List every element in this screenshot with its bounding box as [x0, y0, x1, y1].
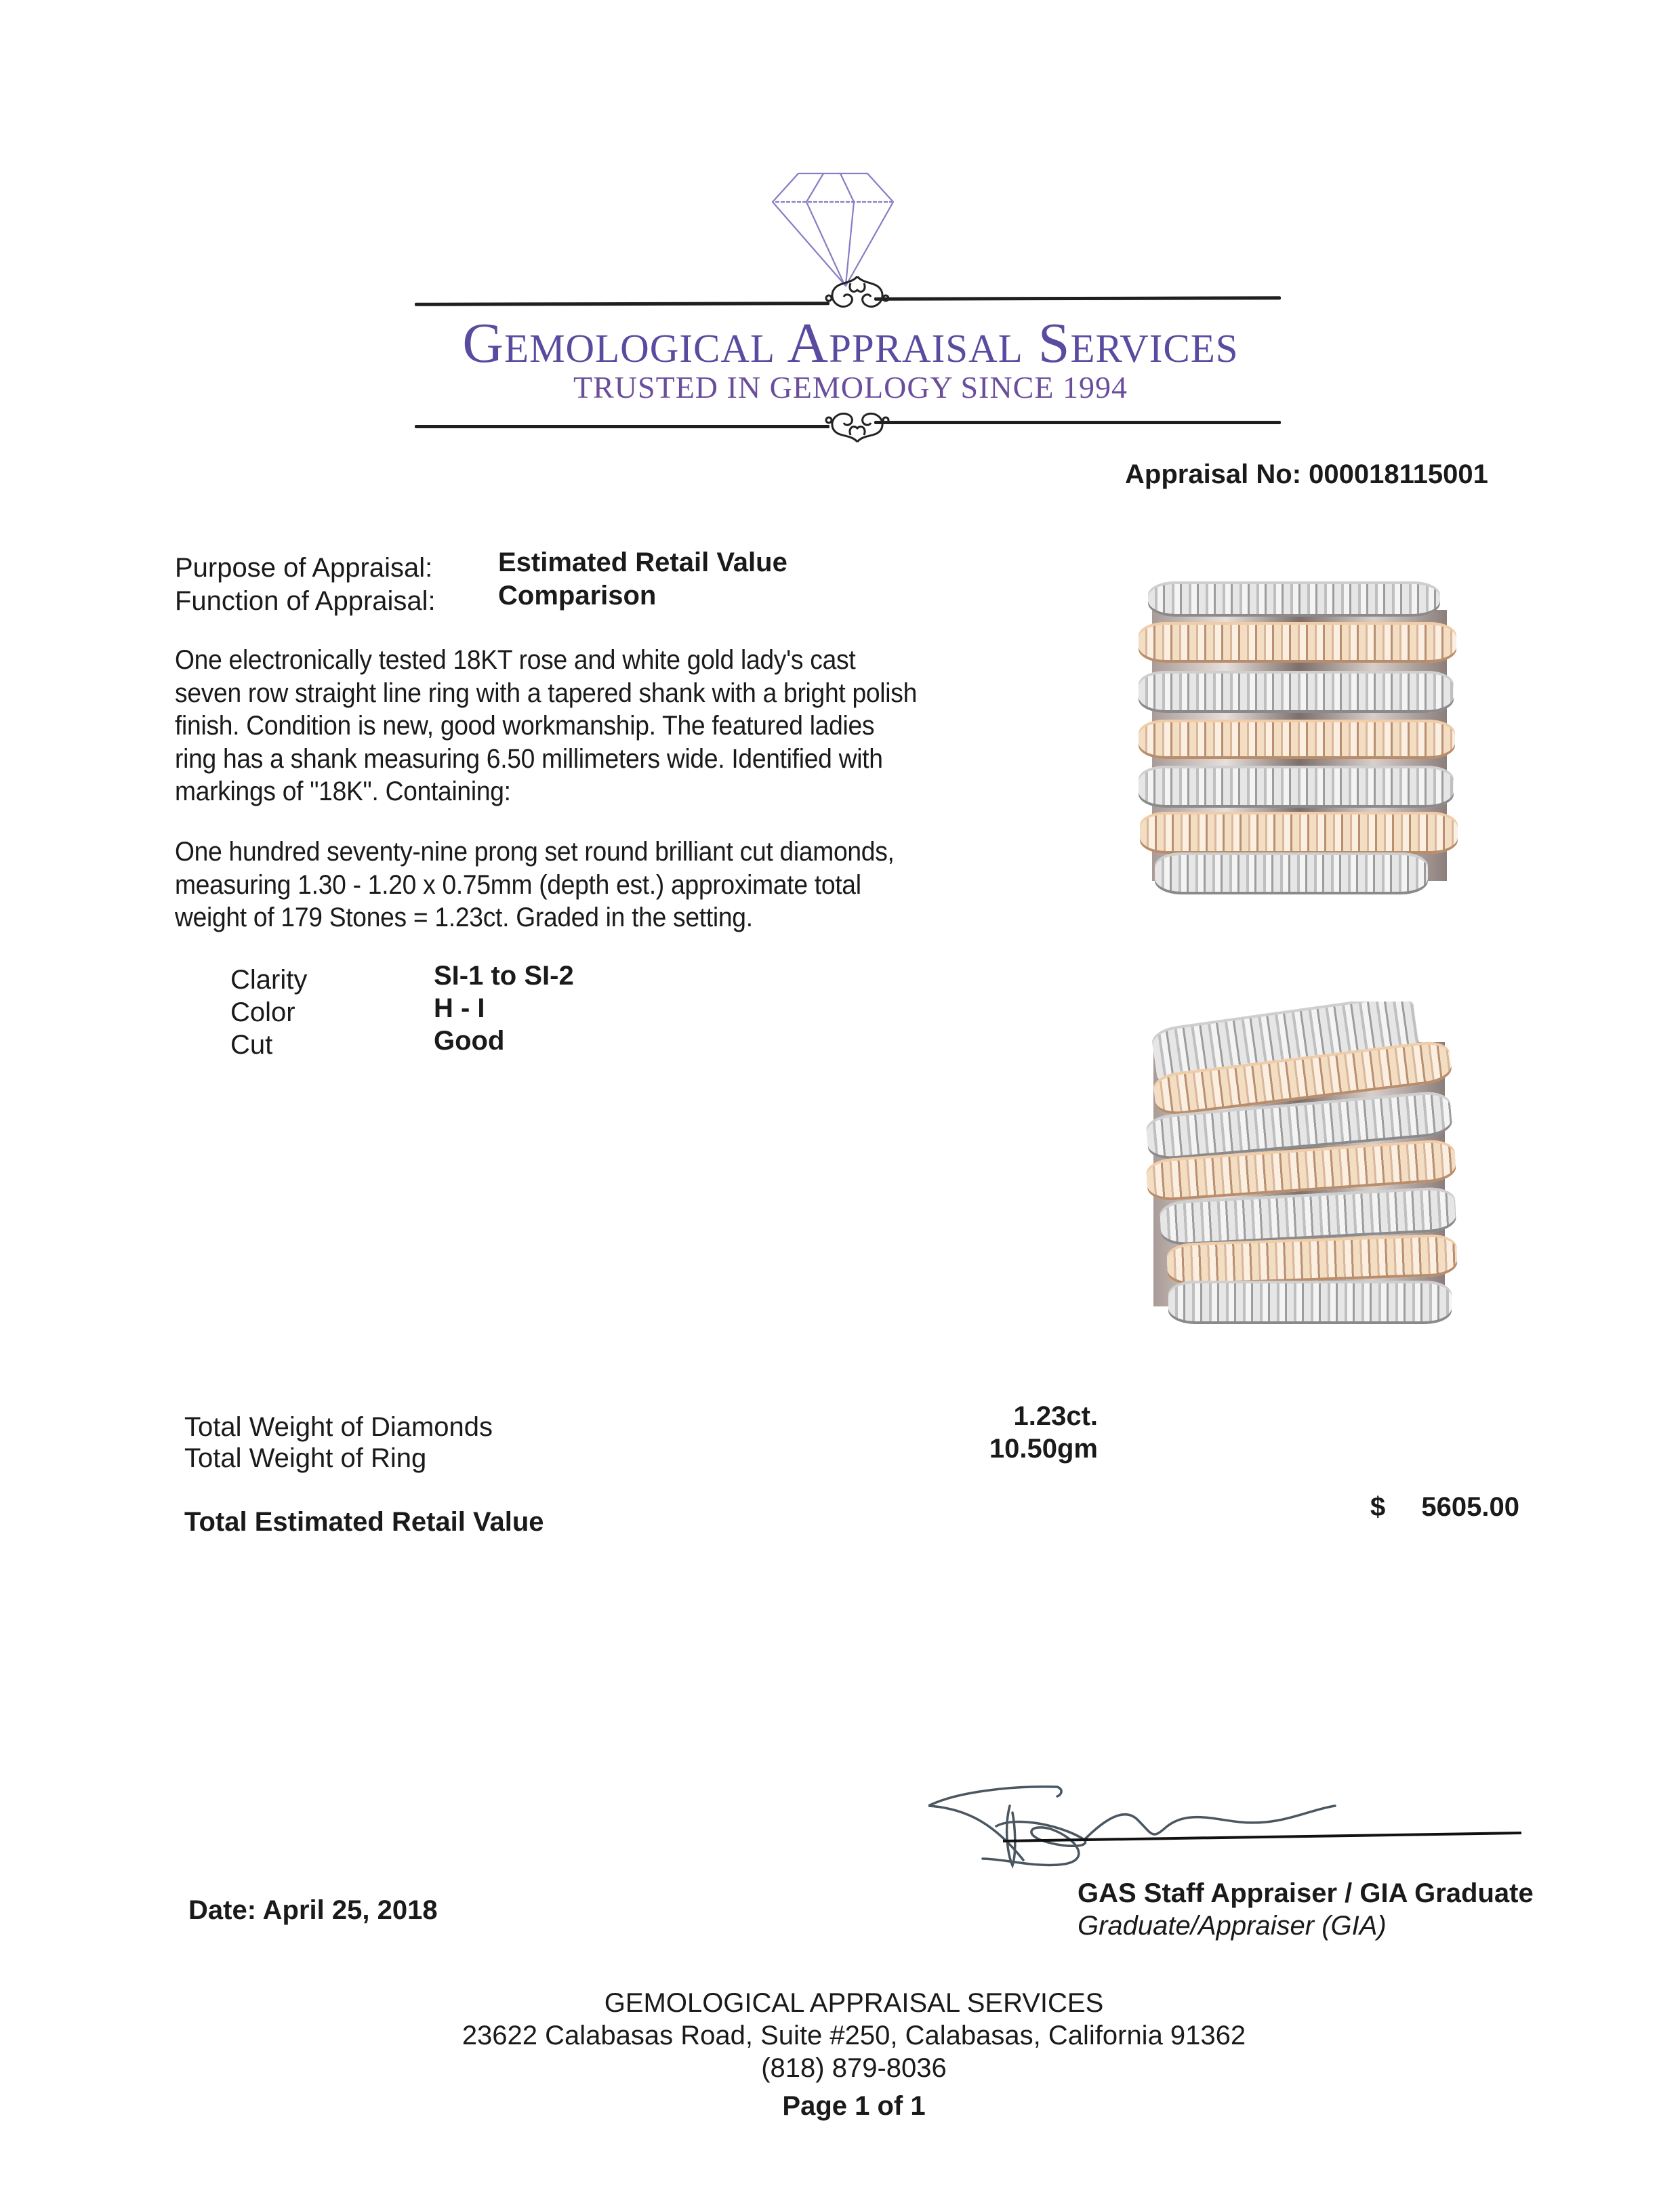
appraiser-signature — [928, 1786, 1538, 1880]
grade-label: Clarity — [230, 965, 308, 995]
description-line: One hundred seventy-nine prong set round brilliant cut diamonds, — [175, 837, 895, 867]
currency-symbol: $ — [1370, 1492, 1386, 1522]
appraiser-title: GAS Staff Appraiser / GIA Graduate — [1078, 1878, 1534, 1908]
ornament-rule-bottom-right — [874, 421, 1281, 424]
total-ring-weight-value: 10.50gm — [989, 1434, 1098, 1464]
purpose-value: Estimated Retail Value — [498, 548, 787, 577]
ring-photo-angle — [1133, 1002, 1458, 1334]
total-ring-weight-label: Total Weight of Ring — [184, 1443, 427, 1473]
page-number: Page 1 of 1 — [782, 2091, 926, 2121]
ring-photo-front — [1139, 569, 1460, 908]
appraisal-number-value: 000018115001 — [1309, 459, 1488, 489]
description-line: markings of "18K". Containing: — [175, 777, 511, 806]
grade-label: Cut — [230, 1030, 273, 1060]
total-diamond-weight-value: 1.23ct. — [1013, 1401, 1098, 1431]
grade-label: Color — [230, 997, 295, 1027]
company-tagline: TRUSTED IN GEMOLOGY SINCE 1994 — [573, 370, 1128, 405]
grade-value: H - I — [434, 993, 485, 1023]
company-logo-title: Gemological Appraisal Services — [462, 312, 1239, 375]
function-label: Function of Appraisal: — [175, 586, 436, 616]
description-line: One electronically tested 18KT rose and white gold lady's cast — [175, 645, 856, 675]
footer-address: 23622 Calabasas Road, Suite #250, Calabasas, California 91362 — [462, 2021, 1246, 2050]
purpose-label: Purpose of Appraisal: — [175, 553, 433, 583]
appraisal-number — [1125, 459, 1488, 490]
description-line: weight of 179 Stones = 1.23ct. Graded in the setting. — [175, 903, 753, 932]
description-line: measuring 1.30 - 1.20 x 0.75mm (depth est.) approximate total — [175, 869, 861, 900]
diamond-description — [175, 835, 994, 934]
total-retail-value-label: Total Estimated Retail Value — [184, 1507, 544, 1537]
ornament-rule-top-left — [415, 302, 829, 306]
scroll-ornament-icon — [823, 404, 891, 447]
description-line: finish. Condition is new, good workmanship. The featured ladies — [175, 711, 875, 741]
footer-company: GEMOLOGICAL APPRAISAL SERVICES — [604, 1988, 1104, 2018]
appraiser-subtitle: Graduate/Appraiser (GIA) — [1078, 1911, 1387, 1941]
grade-value: Good — [434, 1026, 505, 1056]
ornament-rule-top-right — [874, 296, 1281, 301]
function-value: Comparison — [498, 581, 657, 611]
total-diamond-weight-label: Total Weight of Diamonds — [184, 1412, 493, 1442]
appraisal-date: Date: April 25, 2018 — [188, 1895, 438, 1925]
total-retail-value: 5605.00 — [1421, 1492, 1519, 1522]
grade-value: SI-1 to SI-2 — [434, 961, 574, 991]
footer-phone: (818) 879-8036 — [761, 2053, 947, 2083]
appraisal-number-label: Appraisal No: — [1125, 459, 1302, 489]
description-line: seven row straight line ring with a tapered shank with a bright polish — [175, 678, 918, 708]
footer — [0, 1987, 1680, 2122]
item-description — [175, 644, 994, 808]
description-line: ring has a shank measuring 6.50 millimeters wide. Identified with — [175, 743, 883, 774]
ornament-rule-bottom-left — [415, 425, 829, 428]
